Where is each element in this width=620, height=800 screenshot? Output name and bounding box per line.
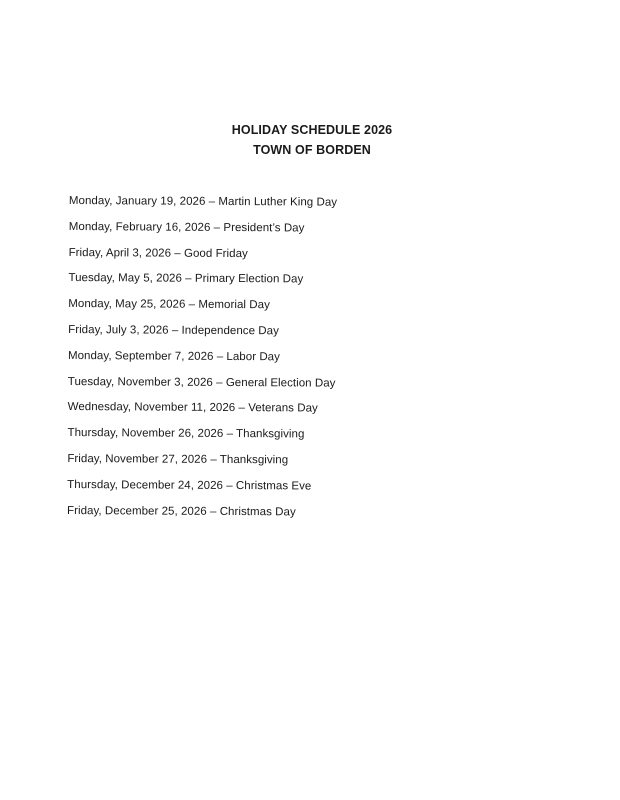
holiday-item: Friday, November 27, 2026 – Thanksgiving bbox=[67, 452, 289, 467]
holiday-item: Thursday, December 24, 2026 – Christmas Eve bbox=[67, 478, 312, 493]
holiday-item: Tuesday, May 5, 2026 – Primary Election Day bbox=[68, 272, 304, 286]
holiday-item: Monday, February 16, 2026 – President’s Day bbox=[68, 220, 305, 235]
holiday-item: Friday, April 3, 2026 – Good Friday bbox=[68, 246, 248, 260]
holiday-item: Friday, December 25, 2026 – Christmas Day bbox=[66, 504, 296, 518]
title-block bbox=[2, 120, 620, 160]
holiday-item: Friday, July 3, 2026 – Independence Day bbox=[68, 323, 279, 338]
document-title: HOLIDAY SCHEDULE 2026 bbox=[231, 123, 393, 137]
holiday-item: Tuesday, November 3, 2026 – General Election Day bbox=[67, 375, 336, 390]
holiday-item: Monday, January 19, 2026 – Martin Luther King Day bbox=[68, 194, 338, 209]
document-subtitle: TOWN OF BORDEN bbox=[253, 143, 371, 157]
holiday-list bbox=[67, 189, 337, 526]
holiday-item: Thursday, November 26, 2026 – Thanksgiving bbox=[67, 427, 305, 441]
holiday-item: Monday, May 25, 2026 – Memorial Day bbox=[68, 298, 270, 312]
holiday-item: Monday, September 7, 2026 – Labor Day bbox=[67, 349, 280, 364]
holiday-item: Wednesday, November 11, 2026 – Veterans Day bbox=[67, 401, 318, 415]
